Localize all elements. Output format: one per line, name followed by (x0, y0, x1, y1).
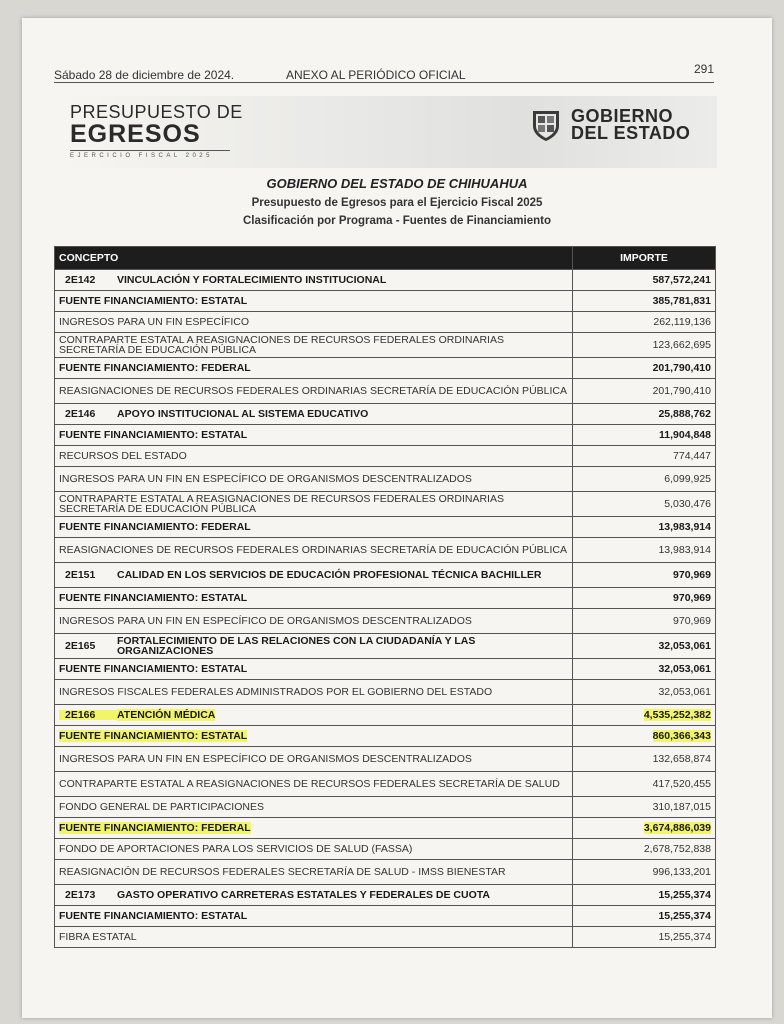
amount-value: 970,969 (673, 569, 711, 581)
line-item-row (55, 492, 716, 517)
amount-value: 970,969 (673, 592, 711, 604)
amount-value: 262,119,136 (653, 316, 711, 328)
line-item-row (55, 379, 716, 404)
program-title-highlight: ATENCIÓN MÉDICA (117, 709, 216, 722)
logo-word-presupuesto: PRESUPUESTO (70, 102, 212, 122)
budget-logo (70, 102, 270, 159)
program-row (55, 885, 716, 906)
concept-cell (55, 634, 573, 659)
program-row (55, 634, 716, 659)
page-number: 291 (693, 62, 714, 76)
funding-source-label: FUENTE FINANCIAMIENTO: ESTATAL (59, 730, 248, 742)
logo-word-de: DE (216, 102, 243, 122)
concept-cell (55, 906, 573, 927)
amount-cell (573, 563, 716, 588)
amount-cell (573, 425, 716, 446)
funding-source-row (55, 517, 716, 538)
program-code: 2E166 (59, 710, 117, 720)
amount-value: 587,572,241 (652, 274, 711, 286)
amount-cell (573, 467, 716, 492)
program-title: CALIDAD EN LOS SERVICIOS DE EDUCACIÓN PROFESIONAL TÉCNICA BACHILLER (117, 569, 542, 582)
funding-source-row (55, 818, 716, 839)
amount-cell (573, 772, 716, 797)
program-row (55, 705, 716, 726)
line-item-label: FONDO DE APORTACIONES PARA LOS SERVICIOS DE SALUD (FASSA) (59, 843, 413, 855)
funding-source-row (55, 659, 716, 680)
line-item-label: CONTRAPARTE ESTATAL A REASIGNACIONES DE RECURSOS FEDERALES ORDINARIAS SECRETARÍA DE EDUCACIÓN PÚBLICA (59, 493, 504, 515)
amount-value: 15,255,374 (658, 931, 711, 943)
program-code: 2E151 (65, 568, 96, 581)
funding-source-label: FUENTE FINANCIAMIENTO: ESTATAL (59, 592, 248, 604)
amount-value: 201,790,410 (652, 362, 711, 374)
concept-cell (55, 333, 573, 358)
amount-cell (573, 705, 716, 726)
program-code: 2E146 (65, 407, 96, 420)
amount-cell (573, 588, 716, 609)
line-item-label: REASIGNACIONES DE RECURSOS FEDERALES ORDINARIAS SECRETARÍA DE EDUCACIÓN PÚBLICA (59, 544, 567, 556)
funding-source-label: FUENTE FINANCIAMIENTO: FEDERAL (59, 362, 251, 374)
amount-cell (573, 906, 716, 927)
line-item-row (55, 772, 716, 797)
concept-cell (55, 705, 573, 726)
concept-cell (55, 609, 573, 634)
funding-source-label: FUENTE FINANCIAMIENTO: FEDERAL (59, 521, 251, 533)
government-word-2: DEL ESTADO (571, 123, 691, 143)
program-row (55, 270, 716, 291)
subtitle-classification: Clasificación por Programa - Fuentes de Financiamiento (242, 215, 551, 227)
concept-cell (55, 404, 573, 425)
amount-value: 4,535,252,382 (643, 709, 711, 721)
line-item-row (55, 680, 716, 705)
column-header-amount: IMPORTE (573, 247, 716, 270)
concept-cell (55, 358, 573, 379)
amount-cell (573, 927, 716, 948)
line-item-label: INGRESOS PARA UN FIN EN ESPECÍFICO DE ORGANISMOS DESCENTRALIZADOS (59, 473, 472, 485)
concept-cell (55, 927, 573, 948)
line-item-row (55, 609, 716, 634)
line-item-row (55, 333, 716, 358)
funding-source-row (55, 291, 716, 312)
amount-value: 3,674,886,039 (643, 822, 711, 834)
program-title: VINCULACIÓN Y FORTALECIMIENTO INSTITUCIONAL (117, 274, 387, 287)
line-item-label: RECURSOS DEL ESTADO (59, 450, 187, 462)
line-item-row (55, 747, 716, 772)
amount-cell (573, 404, 716, 425)
program-title: GASTO OPERATIVO CARRETERAS ESTATALES Y FEDERALES DE CUOTA (117, 889, 490, 902)
document-titles (22, 176, 772, 227)
government-word-1: GOBIERNO (571, 106, 674, 126)
amount-cell (573, 726, 716, 747)
amount-cell (573, 839, 716, 860)
amount-value: 11,904,848 (659, 429, 711, 441)
amount-cell (573, 492, 716, 517)
program-title: FORTALECIMIENTO DE LAS RELACIONES CON LA CIUDADANÍA Y LAS ORGANIZACIONES (117, 635, 476, 657)
concept-cell (55, 425, 573, 446)
line-item-label: INGRESOS PARA UN FIN EN ESPECÍFICO DE ORGANISMOS DESCENTRALIZADOS (59, 615, 472, 627)
line-item-row (55, 312, 716, 333)
line-item-row (55, 538, 716, 563)
page-header-line (54, 62, 714, 84)
line-item-label: FONDO GENERAL DE PARTICIPACIONES (59, 801, 264, 813)
line-item-label: INGRESOS PARA UN FIN EN ESPECÍFICO DE ORGANISMOS DESCENTRALIZADOS (59, 753, 472, 765)
program-row (55, 563, 716, 588)
amount-value: 385,781,831 (652, 295, 711, 307)
line-item-label: INGRESOS FISCALES FEDERALES ADMINISTRADOS POR EL GOBIERNO DEL ESTADO (59, 686, 493, 698)
amount-value: 15,255,374 (658, 910, 711, 922)
amount-value: 13,983,914 (658, 521, 711, 533)
funding-source-label: FUENTE FINANCIAMIENTO: ESTATAL (59, 663, 248, 675)
line-item-row (55, 860, 716, 885)
funding-source-row (55, 726, 716, 747)
logo-fiscal-year: EJERCICIO FISCAL 2025 (70, 150, 230, 159)
amount-value: 5,030,476 (664, 498, 711, 510)
amount-cell (573, 358, 716, 379)
line-item-label: FIBRA ESTATAL (59, 931, 137, 943)
amount-cell (573, 446, 716, 467)
banner (62, 96, 717, 168)
amount-cell (573, 291, 716, 312)
program-code: 2E173 (65, 888, 96, 901)
amount-value: 25,888,762 (658, 408, 711, 420)
amount-value: 774,447 (673, 450, 711, 462)
concept-cell (55, 747, 573, 772)
amount-value: 310,187,015 (652, 801, 711, 813)
concept-cell (55, 312, 573, 333)
logo-word-egresos: EGRESOS (70, 120, 201, 148)
amount-value: 417,520,455 (652, 778, 711, 790)
concept-cell (55, 588, 573, 609)
concept-cell (55, 680, 573, 705)
line-item-label: REASIGNACIÓN DE RECURSOS FEDERALES SECRETARÍA DE SALUD - IMSS BIENESTAR (59, 866, 506, 878)
amount-value: 132,658,874 (652, 753, 711, 765)
funding-source-row (55, 358, 716, 379)
amount-cell (573, 538, 716, 563)
amount-cell (573, 379, 716, 404)
funding-source-label: FUENTE FINANCIAMIENTO: ESTATAL (59, 910, 248, 922)
amount-value: 860,366,343 (652, 730, 711, 742)
annex-label: ANEXO AL PERIÓDICO OFICIAL (286, 68, 466, 82)
concept-cell (55, 885, 573, 906)
line-item-row (55, 927, 716, 948)
amount-value: 15,255,374 (658, 889, 711, 901)
amount-value: 32,053,061 (658, 686, 711, 698)
main-title: GOBIERNO DEL ESTADO DE CHIHUAHUA (266, 176, 528, 191)
amount-cell (573, 634, 716, 659)
budget-table (54, 246, 716, 948)
amount-cell (573, 860, 716, 885)
document-page (22, 18, 772, 1018)
amount-cell (573, 797, 716, 818)
concept-cell (55, 291, 573, 312)
line-item-row (55, 839, 716, 860)
amount-cell (573, 818, 716, 839)
funding-source-label: FUENTE FINANCIAMIENTO: FEDERAL (59, 822, 251, 834)
amount-value: 13,983,914 (658, 544, 711, 556)
concept-cell (55, 379, 573, 404)
publication-date: Sábado 28 de diciembre de 2024. (54, 68, 235, 82)
funding-source-row (55, 425, 716, 446)
amount-cell (573, 333, 716, 358)
concept-cell (55, 270, 573, 291)
amount-value: 2,678,752,838 (643, 843, 711, 855)
funding-source-label: FUENTE FINANCIAMIENTO: ESTATAL (59, 295, 248, 307)
funding-source-row (55, 906, 716, 927)
concept-cell (55, 772, 573, 797)
amount-value: 996,133,201 (652, 866, 711, 878)
amount-cell (573, 517, 716, 538)
amount-value: 32,053,061 (658, 663, 711, 675)
amount-value: 32,053,061 (658, 640, 711, 652)
line-item-label: CONTRAPARTE ESTATAL A REASIGNACIONES DE RECURSOS FEDERALES SECRETARÍA DE SALUD (59, 778, 560, 790)
concept-cell (55, 538, 573, 563)
line-item-label: INGRESOS PARA UN FIN ESPECÍFICO (59, 316, 250, 328)
amount-cell (573, 659, 716, 680)
concept-cell (55, 818, 573, 839)
state-crest-icon (529, 108, 563, 142)
line-item-row (55, 446, 716, 467)
concept-cell (55, 797, 573, 818)
table-header-row (55, 247, 716, 270)
line-item-row (55, 467, 716, 492)
line-item-label: REASIGNACIONES DE RECURSOS FEDERALES ORDINARIAS SECRETARÍA DE EDUCACIÓN PÚBLICA (59, 385, 567, 397)
amount-cell (573, 609, 716, 634)
column-header-concept: CONCEPTO (55, 247, 573, 270)
amount-value: 123,662,695 (652, 339, 711, 351)
program-code: 2E142 (65, 273, 96, 286)
concept-cell (55, 467, 573, 492)
concept-cell (55, 492, 573, 517)
amount-cell (573, 885, 716, 906)
government-logo (529, 106, 709, 150)
amount-cell (573, 747, 716, 772)
line-item-label: CONTRAPARTE ESTATAL A REASIGNACIONES DE RECURSOS FEDERALES ORDINARIAS SECRETARÍA DE EDUCACIÓN PÚBLICA (59, 334, 504, 356)
concept-cell (55, 860, 573, 885)
amount-value: 201,790,410 (652, 385, 711, 397)
line-item-row (55, 797, 716, 818)
concept-cell (55, 659, 573, 680)
amount-cell (573, 312, 716, 333)
funding-source-label: FUENTE FINANCIAMIENTO: ESTATAL (59, 429, 248, 441)
subtitle-budget: Presupuesto de Egresos para el Ejercicio Fiscal 2025 (251, 197, 543, 209)
concept-cell (55, 726, 573, 747)
program-title (117, 710, 547, 720)
concept-cell (55, 517, 573, 538)
amount-value: 970,969 (673, 615, 711, 627)
amount-cell (573, 270, 716, 291)
concept-cell (55, 839, 573, 860)
program-row (55, 404, 716, 425)
funding-source-row (55, 588, 716, 609)
amount-cell (573, 680, 716, 705)
amount-value: 6,099,925 (664, 473, 711, 485)
concept-cell (55, 446, 573, 467)
program-title: APOYO INSTITUCIONAL AL SISTEMA EDUCATIVO (117, 408, 369, 421)
header-rule (54, 82, 714, 83)
table-body (55, 270, 716, 948)
program-code: 2E165 (65, 639, 96, 652)
concept-cell (55, 563, 573, 588)
